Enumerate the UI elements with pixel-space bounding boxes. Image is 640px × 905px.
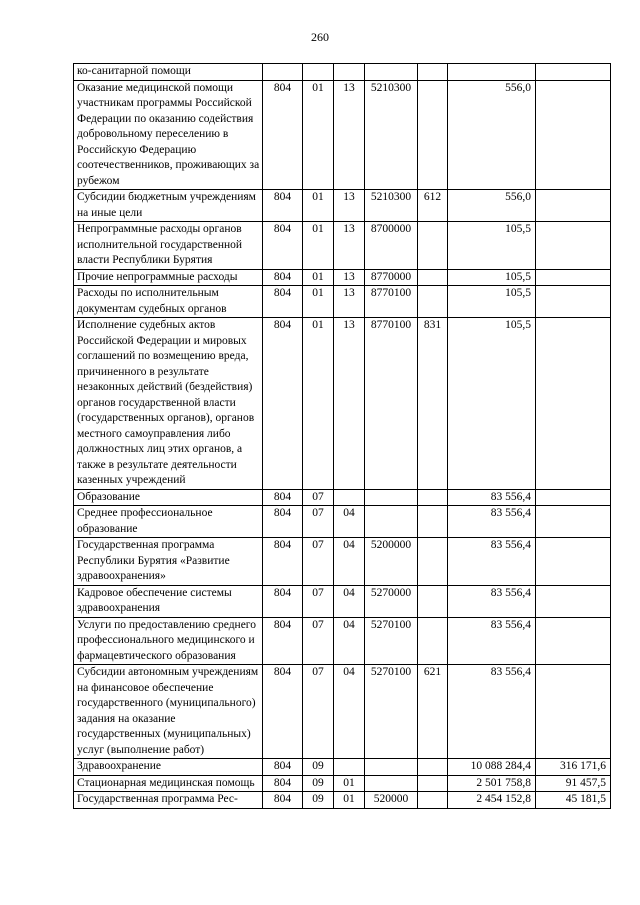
cell-ministry: 804 [263,190,303,222]
row-name: Непрограммные расходы органов исполнительной государственной власти Республики Бурятия [74,222,263,270]
cell-section: 09 [303,759,334,776]
cell-expense-type [418,538,448,586]
cell-ministry: 804 [263,80,303,190]
table-row [74,665,611,759]
cell-section: 01 [303,222,334,270]
cell-amount-2 [536,506,611,538]
cell-target-article: 520000 [365,792,418,809]
cell-expense-type [418,222,448,270]
cell-subsection: 13 [334,269,365,286]
row-name: Среднее профессиональное образование [74,506,263,538]
cell-subsection [334,64,365,81]
cell-ministry: 804 [263,506,303,538]
cell-section: 07 [303,617,334,665]
cell-ministry: 804 [263,222,303,270]
cell-target-article: 5270100 [365,617,418,665]
cell-section: 01 [303,286,334,318]
cell-subsection: 13 [334,286,365,318]
table-row [74,792,611,809]
cell-ministry: 804 [263,286,303,318]
cell-ministry: 804 [263,538,303,586]
cell-amount [448,64,536,81]
cell-expense-type [418,759,448,776]
cell-expense-type [418,269,448,286]
cell-amount: 83 556,4 [448,506,536,538]
page-number: 260 [311,30,329,44]
cell-expense-type [418,775,448,792]
cell-amount: 2 454 152,8 [448,792,536,809]
cell-ministry: 804 [263,775,303,792]
cell-subsection [334,759,365,776]
cell-amount: 83 556,4 [448,665,536,759]
cell-subsection: 13 [334,222,365,270]
cell-ministry: 804 [263,489,303,506]
cell-target-article: 8770100 [365,318,418,490]
cell-subsection: 13 [334,80,365,190]
row-name: Государственная программа Рес- [74,792,263,809]
cell-section: 01 [303,80,334,190]
cell-subsection: 04 [334,538,365,586]
row-name: Кадровое обеспечение системы здравоохранения [74,585,263,617]
row-name: Государственная программа Республики Бурятия «Развитие здравоохранения» [74,538,263,586]
cell-amount-2: 45 181,5 [536,792,611,809]
cell-section: 07 [303,489,334,506]
cell-expense-type [418,506,448,538]
cell-section: 01 [303,190,334,222]
cell-ministry [263,64,303,81]
cell-target-article: 5270100 [365,665,418,759]
cell-subsection: 04 [334,665,365,759]
table-row [74,80,611,190]
row-name: Расходы по исполнительным документам судебных органов [74,286,263,318]
cell-section: 01 [303,269,334,286]
cell-subsection: 01 [334,792,365,809]
cell-target-article: 5270000 [365,585,418,617]
row-name: Исполнение судебных актов Российской Федерации и мировых соглашений по возмещению вреда, причиненного в результате незаконных действий (бездействия) органов государственной власти (государственных органов), органов местного самоуправления либо должностных лиц этих органов, а также в результате деятельности казенных учреждений [74,318,263,490]
table-row [74,64,611,81]
cell-amount: 105,5 [448,318,536,490]
row-name: Оказание медицинской помощи участникам программы Российской Федерации по оказанию содействия добровольному переселению в Российскую Федерацию соотечественников, проживающих за рубежом [74,80,263,190]
table-row [74,759,611,776]
table-row [74,222,611,270]
cell-ministry: 804 [263,585,303,617]
cell-ministry: 804 [263,665,303,759]
cell-expense-type [418,80,448,190]
row-name: Субсидии автономным учреждениям на финансовое обеспечение государственного (муниципального) задания на оказание государственных (муниципальных) услуг (выполнение работ) [74,665,263,759]
cell-expense-type: 621 [418,665,448,759]
row-name: Здравоохранение [74,759,263,776]
cell-expense-type: 831 [418,318,448,490]
cell-amount: 105,5 [448,286,536,318]
cell-subsection: 13 [334,190,365,222]
table-row [74,506,611,538]
table-row [74,318,611,490]
table-row [74,617,611,665]
cell-amount-2 [536,665,611,759]
row-name: Образование [74,489,263,506]
cell-subsection: 13 [334,318,365,490]
cell-subsection: 01 [334,775,365,792]
table-row [74,585,611,617]
cell-amount-2: 91 457,5 [536,775,611,792]
cell-amount-2: 316 171,6 [536,759,611,776]
cell-amount: 105,5 [448,222,536,270]
cell-amount-2 [536,538,611,586]
cell-target-article [365,775,418,792]
table-row [74,538,611,586]
cell-section: 07 [303,506,334,538]
cell-amount-2 [536,286,611,318]
cell-expense-type [418,585,448,617]
cell-amount-2 [536,80,611,190]
cell-ministry: 804 [263,269,303,286]
cell-target-article: 5200000 [365,538,418,586]
cell-section: 07 [303,665,334,759]
cell-amount: 105,5 [448,269,536,286]
row-name: Прочие непрограммные расходы [74,269,263,286]
cell-ministry: 804 [263,759,303,776]
cell-expense-type: 612 [418,190,448,222]
cell-amount: 10 088 284,4 [448,759,536,776]
table-row [74,286,611,318]
cell-section: 09 [303,792,334,809]
cell-target-article [365,506,418,538]
cell-amount: 83 556,4 [448,489,536,506]
row-name: Стационарная медицинская помощь [74,775,263,792]
cell-amount-2 [536,190,611,222]
cell-ministry: 804 [263,617,303,665]
row-name: ко-санитарной помощи [74,64,263,81]
cell-section: 07 [303,538,334,586]
row-name: Услуги по предоставлению среднего профессионального медицинского и фармацевтического образования [74,617,263,665]
budget-table [73,63,611,809]
cell-ministry: 804 [263,318,303,490]
cell-target-article: 8770100 [365,286,418,318]
cell-subsection [334,489,365,506]
cell-section [303,64,334,81]
table-row [74,489,611,506]
cell-amount: 83 556,4 [448,617,536,665]
cell-amount-2 [536,489,611,506]
cell-expense-type [418,792,448,809]
cell-amount: 556,0 [448,80,536,190]
cell-amount: 556,0 [448,190,536,222]
cell-target-article: 8770000 [365,269,418,286]
cell-amount: 83 556,4 [448,585,536,617]
cell-target-article: 5210300 [365,190,418,222]
cell-subsection: 04 [334,506,365,538]
cell-subsection: 04 [334,617,365,665]
row-name: Субсидии бюджетным учреждениям на иные цели [74,190,263,222]
table-row [74,775,611,792]
cell-expense-type [418,286,448,318]
cell-target-article: 8700000 [365,222,418,270]
cell-section: 07 [303,585,334,617]
table-row [74,190,611,222]
cell-expense-type [418,64,448,81]
cell-amount-2 [536,269,611,286]
cell-amount-2 [536,585,611,617]
cell-target-article [365,489,418,506]
cell-amount-2 [536,318,611,490]
cell-amount-2 [536,222,611,270]
cell-target-article: 5210300 [365,80,418,190]
cell-amount: 2 501 758,8 [448,775,536,792]
cell-amount-2 [536,617,611,665]
cell-target-article [365,759,418,776]
cell-amount: 83 556,4 [448,538,536,586]
cell-ministry: 804 [263,792,303,809]
cell-section: 09 [303,775,334,792]
cell-subsection: 04 [334,585,365,617]
table-row [74,269,611,286]
cell-expense-type [418,617,448,665]
cell-expense-type [418,489,448,506]
cell-amount-2 [536,64,611,81]
cell-section: 01 [303,318,334,490]
cell-target-article [365,64,418,81]
